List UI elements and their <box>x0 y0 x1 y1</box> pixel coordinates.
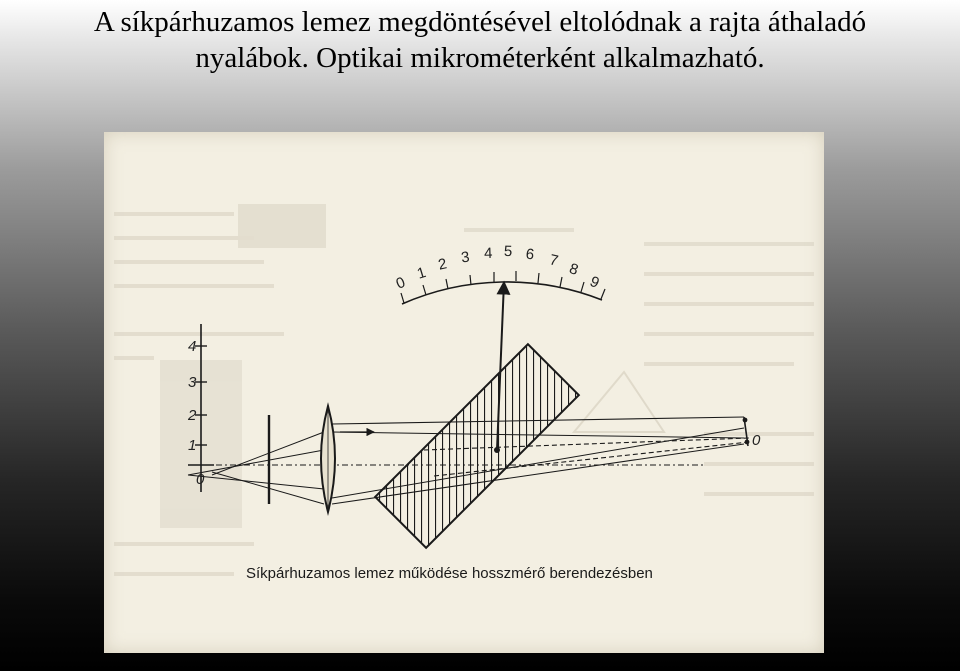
curved-scale <box>394 243 605 304</box>
slide-title <box>0 4 960 76</box>
right-point-label: 0 <box>752 432 761 449</box>
title-line-2: nyalábok. Optikai mikrométerként alkalmazható. <box>195 42 765 74</box>
left-scale-label-1: 1 <box>188 437 197 454</box>
plane-parallel-plate <box>375 344 579 548</box>
scale-label-6: 6 <box>524 245 536 264</box>
scale-label-9: 9 <box>587 272 602 292</box>
scale-label-0: 0 <box>393 273 408 293</box>
scale-label-5: 5 <box>503 242 513 261</box>
figure-caption: Síkpárhuzamos lemez működése hosszmérő berendezésben <box>246 565 653 582</box>
scale-label-8: 8 <box>567 260 581 279</box>
scanned-figure <box>104 132 824 653</box>
left-scale-label-2: 2 <box>188 407 197 424</box>
pivot-point <box>494 447 500 453</box>
left-scale-label-0: 0 <box>196 471 205 488</box>
left-scale-label-3: 3 <box>188 374 197 391</box>
scale-label-4: 4 <box>483 244 493 263</box>
scale-label-3: 3 <box>460 248 471 267</box>
scale-label-7: 7 <box>547 251 560 270</box>
scale-label-1: 1 <box>415 264 429 283</box>
title-line-1: A síkpárhuzamos lemez megdöntésével eltolódnak a rajta áthaladó <box>93 6 867 38</box>
scale-label-2: 2 <box>436 255 449 274</box>
left-scale-label-4: 4 <box>188 338 197 355</box>
optical-diagram <box>104 132 824 653</box>
